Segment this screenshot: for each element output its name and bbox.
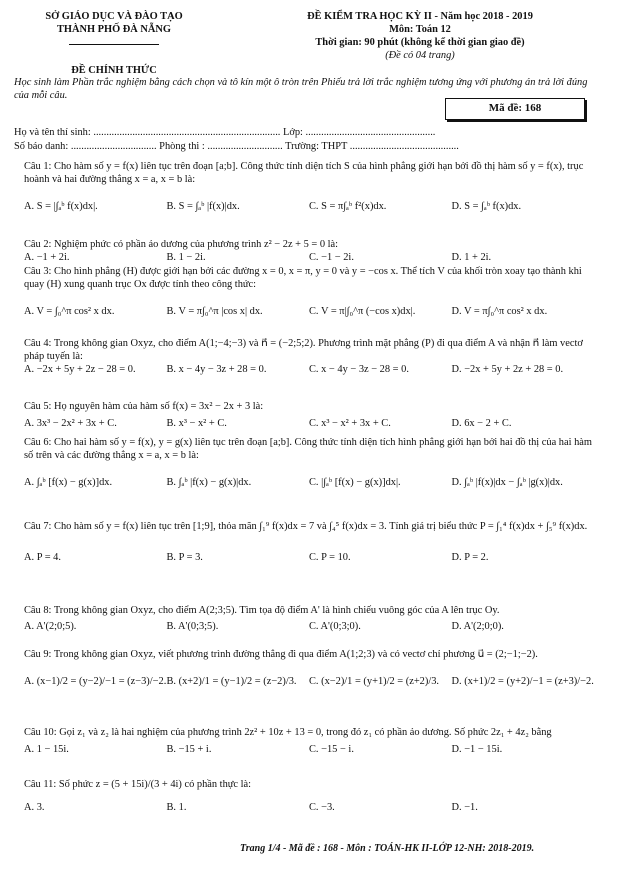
question-options bbox=[24, 551, 594, 564]
candidate-name-field: Họ và tên thí sinh: ........................................................................ Lớp: .................................................. bbox=[14, 127, 436, 138]
question-5 bbox=[24, 400, 594, 430]
question-stem: Câu 2: Nghiệm phức có phần ảo dương của phương trình z² − 2z + 5 = 0 là: bbox=[24, 239, 339, 250]
question-11 bbox=[24, 778, 594, 814]
question-9 bbox=[24, 648, 594, 688]
question-10 bbox=[24, 726, 594, 756]
question-options bbox=[24, 675, 594, 688]
option-a: A. V = ∫₀^π cos² x dx. bbox=[24, 306, 115, 317]
question-3 bbox=[24, 265, 594, 318]
question-stem: Câu 1: Cho hàm số y = f(x) liên tục trên đoạn [a;b]. Công thức tính diện tích S của hình phẳng giới hạn bởi đồ thị hàm số y = f(x), trục hoành và hai đường thẳng x = a, x = b là: bbox=[24, 161, 584, 185]
question-stem: Câu 11: Số phức z = (5 + 15i)/(3 + 4i) có phần thực là: bbox=[24, 779, 251, 790]
option-a: A. P = 4. bbox=[24, 552, 61, 563]
option-b: B. P = 3. bbox=[166, 552, 203, 563]
option-b: B. S = ∫ₐᵇ |f(x)|dx. bbox=[166, 201, 240, 212]
option-b: B. ∫ₐᵇ |f(x) − g(x)|dx. bbox=[166, 477, 252, 488]
question-options bbox=[24, 305, 594, 318]
option-d: D. A'(2;0;0). bbox=[451, 621, 504, 632]
option-d: D. −1 − 15i. bbox=[451, 744, 503, 755]
option-b: B. V = π∫₀^π |cos x| dx. bbox=[166, 306, 263, 317]
option-c: C. V = π|∫₀^π (−cos x)dx|. bbox=[309, 306, 416, 317]
option-a: A. −1 + 2i. bbox=[24, 252, 70, 263]
question-stem: Câu 4: Trong không gian Oxyz, cho điểm A(1;−4;−3) và n⃗ = (−2;5;2). Phương trình mặt phẳng (P) đi qua điểm A và nhận n⃗ làm vectơ pháp tuyến là: bbox=[24, 338, 583, 362]
question-stem: Câu 5: Họ nguyên hàm của hàm số f(x) = 3x² − 2x + 3 là: bbox=[24, 401, 264, 412]
exam-title: ĐỀ KIỂM TRA HỌC KỲ II - Năm học 2018 - 2019 bbox=[307, 11, 533, 22]
question-options bbox=[24, 476, 594, 489]
question-options bbox=[24, 620, 594, 633]
instruction-text: Học sinh làm Phần trắc nghiệm bằng cách chọn và tô kín một ô tròn trên Phiếu trả lời trắc nghiệm tương ứng với phương án trả lời đúng của mỗi câu. bbox=[14, 77, 588, 101]
option-d: D. −1. bbox=[451, 802, 478, 813]
option-b: B. x³ − x² + C. bbox=[166, 418, 227, 429]
option-b: B. 1. bbox=[166, 802, 187, 813]
question-options bbox=[24, 743, 594, 756]
question-options bbox=[24, 251, 594, 264]
exam-time: Thời gian: 90 phút (không kể thời gian giao đề) bbox=[315, 37, 525, 48]
department-header bbox=[14, 10, 214, 77]
department-line-1: SỞ GIÁO DỤC VÀ ĐÀO TẠO bbox=[45, 11, 183, 22]
exam-subject: Môn: Toán 12 bbox=[389, 24, 451, 35]
question-4 bbox=[24, 337, 594, 376]
question-options bbox=[24, 200, 594, 213]
option-a: A. 3x³ − 2x² + 3x + C. bbox=[24, 418, 117, 429]
option-d: D. ∫ₐᵇ |f(x)|dx − ∫ₐᵇ |g(x)|dx. bbox=[451, 477, 563, 488]
question-stem: Câu 10: Gọi z₁ và z₂ là hai nghiệm của phương trình 2z² + 10z + 13 = 0, trong đó z₁ có phần ảo dương. Số phức 2z₁ + 4z₂ bằng bbox=[24, 727, 552, 738]
question-stem: Câu 9: Trong không gian Oxyz, viết phương trình đường thẳng đi qua điểm A(1;2;3) và có vectơ chỉ phương u⃗ = (2;−1;−2). bbox=[24, 649, 538, 660]
department-line-2: THÀNH PHỐ ĐÀ NẴNG bbox=[56, 24, 171, 35]
option-c: C. P = 10. bbox=[309, 552, 351, 563]
option-b: B. (x+2)/1 = (y−1)/2 = (z−2)/3. bbox=[166, 676, 297, 687]
option-b: B. 1 − 2i. bbox=[166, 252, 206, 263]
question-stem: Câu 6: Cho hai hàm số y = f(x), y = g(x) liên tục trên đoạn [a;b]. Công thức tính diện tích hình phẳng giới hạn bởi hai đồ thị của hai hàm số trên và các đường thẳng x = a, x = b là: bbox=[24, 437, 592, 461]
option-c: C. −15 − i. bbox=[309, 744, 354, 755]
option-a: A. 1 − 15i. bbox=[24, 744, 69, 755]
question-stem: Câu 3: Cho hình phẳng (H) được giới hạn bởi các đường x = 0, x = π, y = 0 và y = −cos x. Thể tích V của khối tròn xoay tạo thành khi quay (H) xung quanh trục Ox được tính theo công thức: bbox=[24, 266, 582, 290]
option-c: C. |∫ₐᵇ [f(x) − g(x)]dx|. bbox=[309, 477, 401, 488]
option-b: B. A'(0;3;5). bbox=[166, 621, 219, 632]
option-d: D. 6x − 2 + C. bbox=[451, 418, 512, 429]
option-a: A. 3. bbox=[24, 802, 45, 813]
question-options bbox=[24, 363, 594, 376]
option-d: D. −2x + 5y + 2z + 28 = 0. bbox=[451, 364, 564, 375]
option-c: C. −3. bbox=[309, 802, 335, 813]
question-options bbox=[24, 417, 594, 430]
question-1 bbox=[24, 160, 594, 213]
option-b: B. −15 + i. bbox=[166, 744, 212, 755]
exam-header bbox=[250, 10, 590, 62]
option-a: A. (x−1)/2 = (y−2)/−1 = (z−3)/−2. bbox=[24, 676, 167, 687]
option-c: C. x³ − x² + 3x + C. bbox=[309, 418, 391, 429]
question-2 bbox=[24, 238, 594, 264]
option-d: D. (x+1)/2 = (y+2)/−1 = (z+3)/−2. bbox=[451, 676, 594, 687]
option-c: C. S = π∫ₐᵇ f²(x)dx. bbox=[309, 201, 387, 212]
option-d: D. 1 + 2i. bbox=[451, 252, 492, 263]
question-8 bbox=[24, 604, 594, 633]
option-d: D. V = π∫₀^π cos² x dx. bbox=[451, 306, 548, 317]
question-stem: Câu 7: Cho hàm số y = f(x) liên tục trên [1;9], thỏa mãn ∫₁⁹ f(x)dx = 7 và ∫₄⁵ f(x)dx = 3. Tính giá trị biểu thức P = ∫₁⁴ f(x)dx + ∫₅⁹ f(x)dx. bbox=[24, 521, 588, 532]
candidate-id-field: Số báo danh: ................................. Phòng thi : ............................. Trường: THPT .......................................... bbox=[14, 141, 459, 152]
option-c: C. (x−2)/1 = (y+1)/2 = (z+2)/3. bbox=[309, 676, 440, 687]
option-a: A. S = |∫ₐᵇ f(x)dx|. bbox=[24, 201, 98, 212]
option-a: A. ∫ₐᵇ [f(x) − g(x)]dx. bbox=[24, 477, 113, 488]
page-footer: Trang 1/4 - Mã đề : 168 - Môn : TOÁN-HK II-LỚP 12-NH: 2018-2019. bbox=[240, 843, 535, 854]
question-stem: Câu 8: Trong không gian Oxyz, cho điểm A(2;3;5). Tìm tọa độ điểm A' là hình chiếu vuông góc của A lên trục Oy. bbox=[24, 605, 500, 616]
option-a: A. −2x + 5y + 2z − 28 = 0. bbox=[24, 364, 136, 375]
option-c: C. x − 4y − 3z − 28 = 0. bbox=[309, 364, 409, 375]
divider bbox=[69, 44, 159, 45]
question-options bbox=[24, 801, 594, 814]
question-6 bbox=[24, 436, 594, 489]
option-d: D. P = 2. bbox=[451, 552, 489, 563]
option-a: A. A'(2;0;5). bbox=[24, 621, 77, 632]
question-7 bbox=[24, 520, 594, 564]
official-label: ĐỀ CHÍNH THỨC bbox=[71, 65, 157, 76]
exam-code-box: Mã đề: 168 bbox=[445, 98, 585, 120]
option-b: B. x − 4y − 3z + 28 = 0. bbox=[166, 364, 267, 375]
exam-pages: (Đề có 04 trang) bbox=[385, 50, 455, 61]
option-c: C. A'(0;3;0). bbox=[309, 621, 361, 632]
option-d: D. S = ∫ₐᵇ f(x)dx. bbox=[451, 201, 522, 212]
option-c: C. −1 − 2i. bbox=[309, 252, 354, 263]
